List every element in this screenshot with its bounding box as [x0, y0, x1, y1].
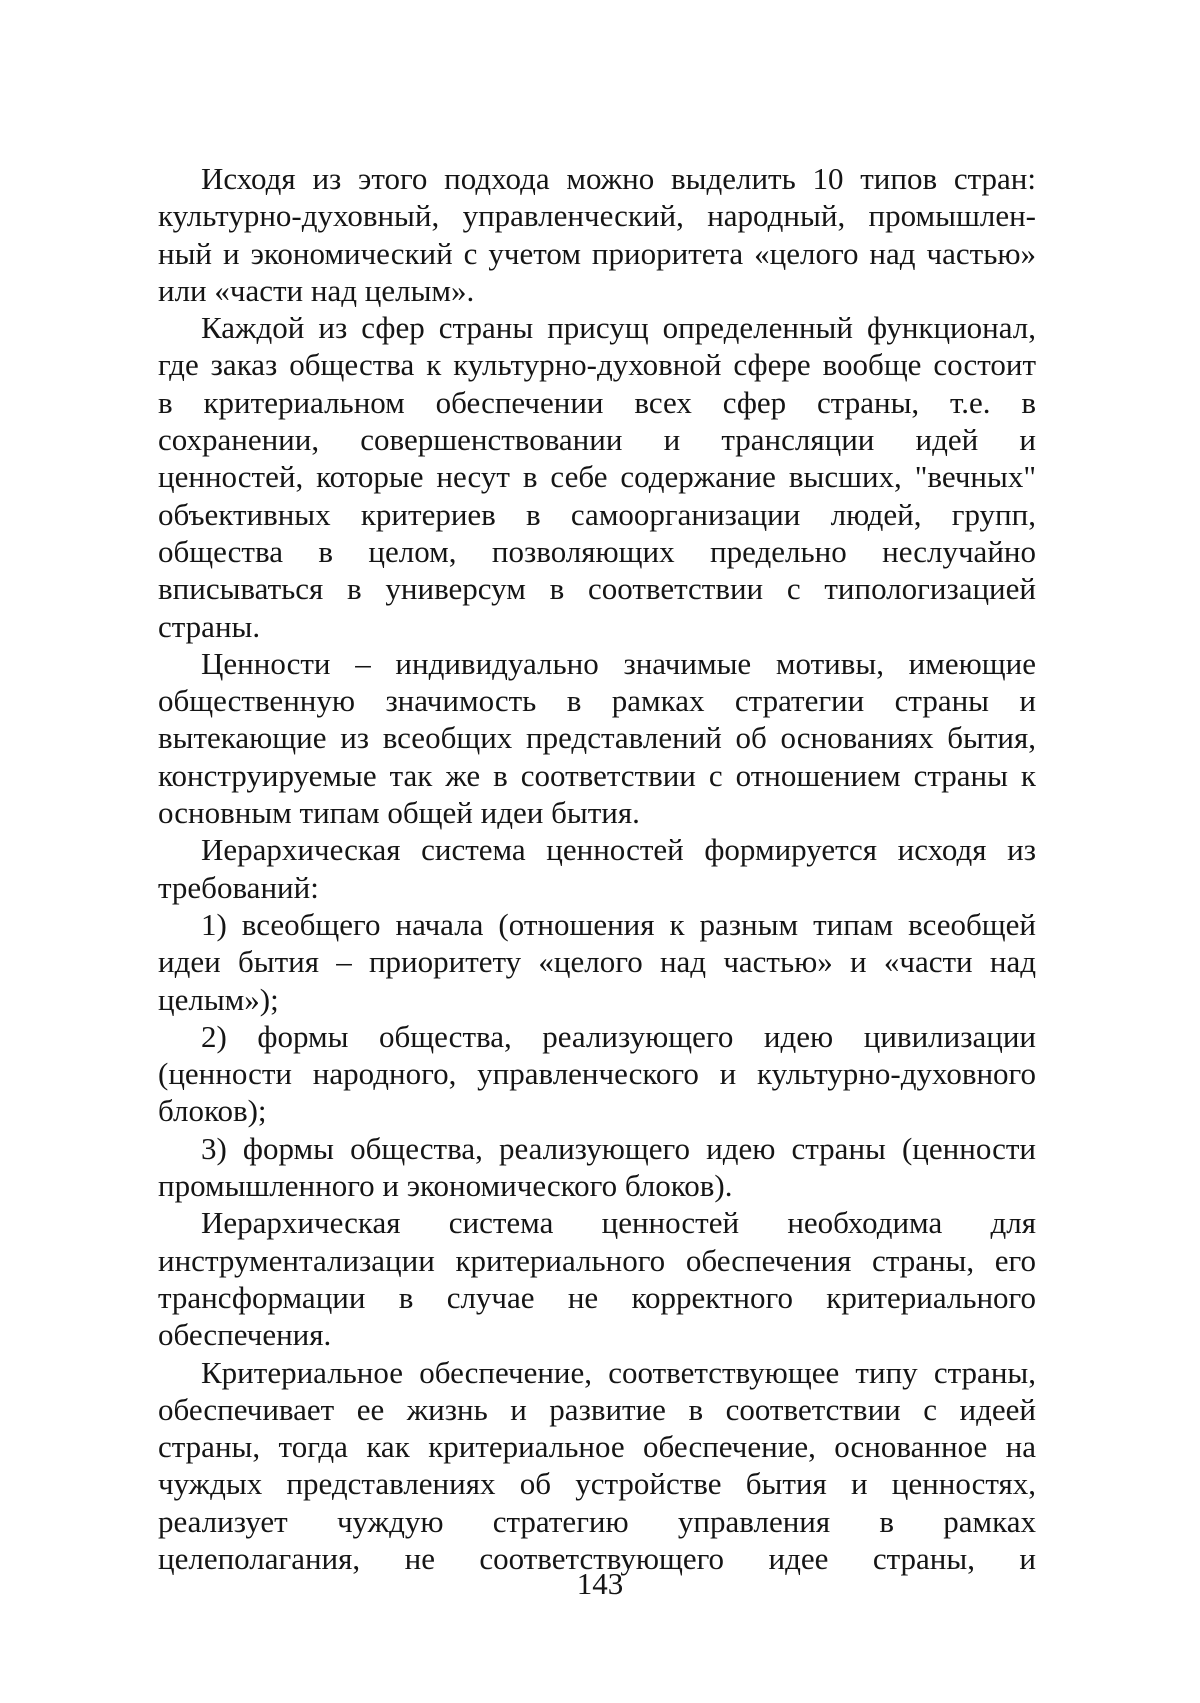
paragraph: [158, 906, 1036, 1018]
paragraph: [158, 160, 1036, 309]
text-line: в критериальном обеспечении всех сфер страны, т.е. в: [158, 384, 1036, 420]
text-line: где заказ общества к культурно-духовной сфере вообще состоит: [158, 347, 1036, 383]
page-number: 143: [576, 1566, 624, 1601]
text-line: Ценности – индивидуально значимые мотивы, имеющие: [201, 645, 1036, 681]
text-line: Критериальное обеспечение, соответствующее типу страны,: [201, 1354, 1036, 1390]
text-line: идеи бытия – приоритету «целого над частью» и «части над: [158, 944, 1036, 980]
text-line: объективных критериев в самоорганизации людей, групп,: [158, 496, 1036, 532]
text-line: страны, тогда как критериальное обеспечение, основанное на: [158, 1429, 1036, 1465]
paragraph: [158, 831, 1036, 906]
text-line: вписываться в универсум в соответствии с типологизацией: [158, 571, 1036, 607]
text-line: 2) формы общества, реализующего идею цивилизации: [201, 1018, 1036, 1054]
text-block: [158, 160, 1036, 1577]
text-line: ный и экономический с учетом приоритета «целого над частью»: [158, 235, 1036, 271]
paragraph: [158, 645, 1036, 831]
text-line: сохранении, совершенствовании и трансляции идей и: [158, 422, 1036, 458]
text-line: Иерархическая система ценностей необходима для: [201, 1205, 1036, 1241]
text-line: (ценности народного, управленческого и культурно-духовного: [158, 1056, 1036, 1092]
text-line: страны.: [158, 608, 261, 644]
text-line: или «части над целым».: [158, 272, 475, 308]
text-line: инструментализации критериального обеспечения страны, его: [158, 1242, 1036, 1278]
text-line: промышленного и экономического блоков).: [158, 1168, 733, 1204]
text-line: конструируемые так же в соответствии с отношением страны к: [158, 757, 1036, 793]
text-line: реализует чуждую стратегию управления в рамках: [158, 1503, 1036, 1539]
text-line: требований:: [158, 869, 319, 905]
text-line: культурно-духовный, управленческий, народный, промышлен-: [158, 198, 1036, 234]
text-line: чуждых представлениях об устройстве бытия и ценностях,: [158, 1466, 1036, 1502]
text-line: основным типам общей идеи бытия.: [158, 795, 640, 831]
paragraph: [158, 1018, 1036, 1130]
text-line: вытекающие из всеобщих представлений об основаниях бытия,: [158, 720, 1036, 756]
text-line: целым»);: [158, 981, 279, 1017]
text-line: общества в целом, позволяющих предельно неслучайно: [158, 533, 1036, 569]
text-line: общественную значимость в рамках стратегии страны и: [158, 683, 1036, 719]
paragraph: [158, 309, 1036, 645]
paragraph: [158, 1204, 1036, 1353]
text-line: трансформации в случае не корректного критериального: [158, 1279, 1036, 1315]
paragraph: [158, 1354, 1036, 1578]
text-line: ценностей, которые несут в себе содержание высших, "вечных": [158, 459, 1036, 495]
text-line: 3) формы общества, реализующего идею страны (ценности: [201, 1130, 1036, 1166]
text-line: целеполагания, не соответствующего идее страны, и: [158, 1540, 1036, 1576]
text-line: Каждой из сфер страны присущ определенный функционал,: [201, 310, 1036, 346]
text-line: Исходя из этого подхода можно выделить 10 типов стран:: [201, 161, 1036, 196]
text-line: Иерархическая система ценностей формируется исходя из: [201, 832, 1036, 868]
text-line: 1) всеобщего начала (отношения к разным типам всеобщей: [201, 906, 1036, 942]
text-line: обеспечивает ее жизнь и развитие в соответствии с идеей: [158, 1391, 1036, 1427]
text-line: обеспечения.: [158, 1317, 332, 1353]
text-line: блоков);: [158, 1093, 267, 1129]
paragraph: [158, 1130, 1036, 1205]
